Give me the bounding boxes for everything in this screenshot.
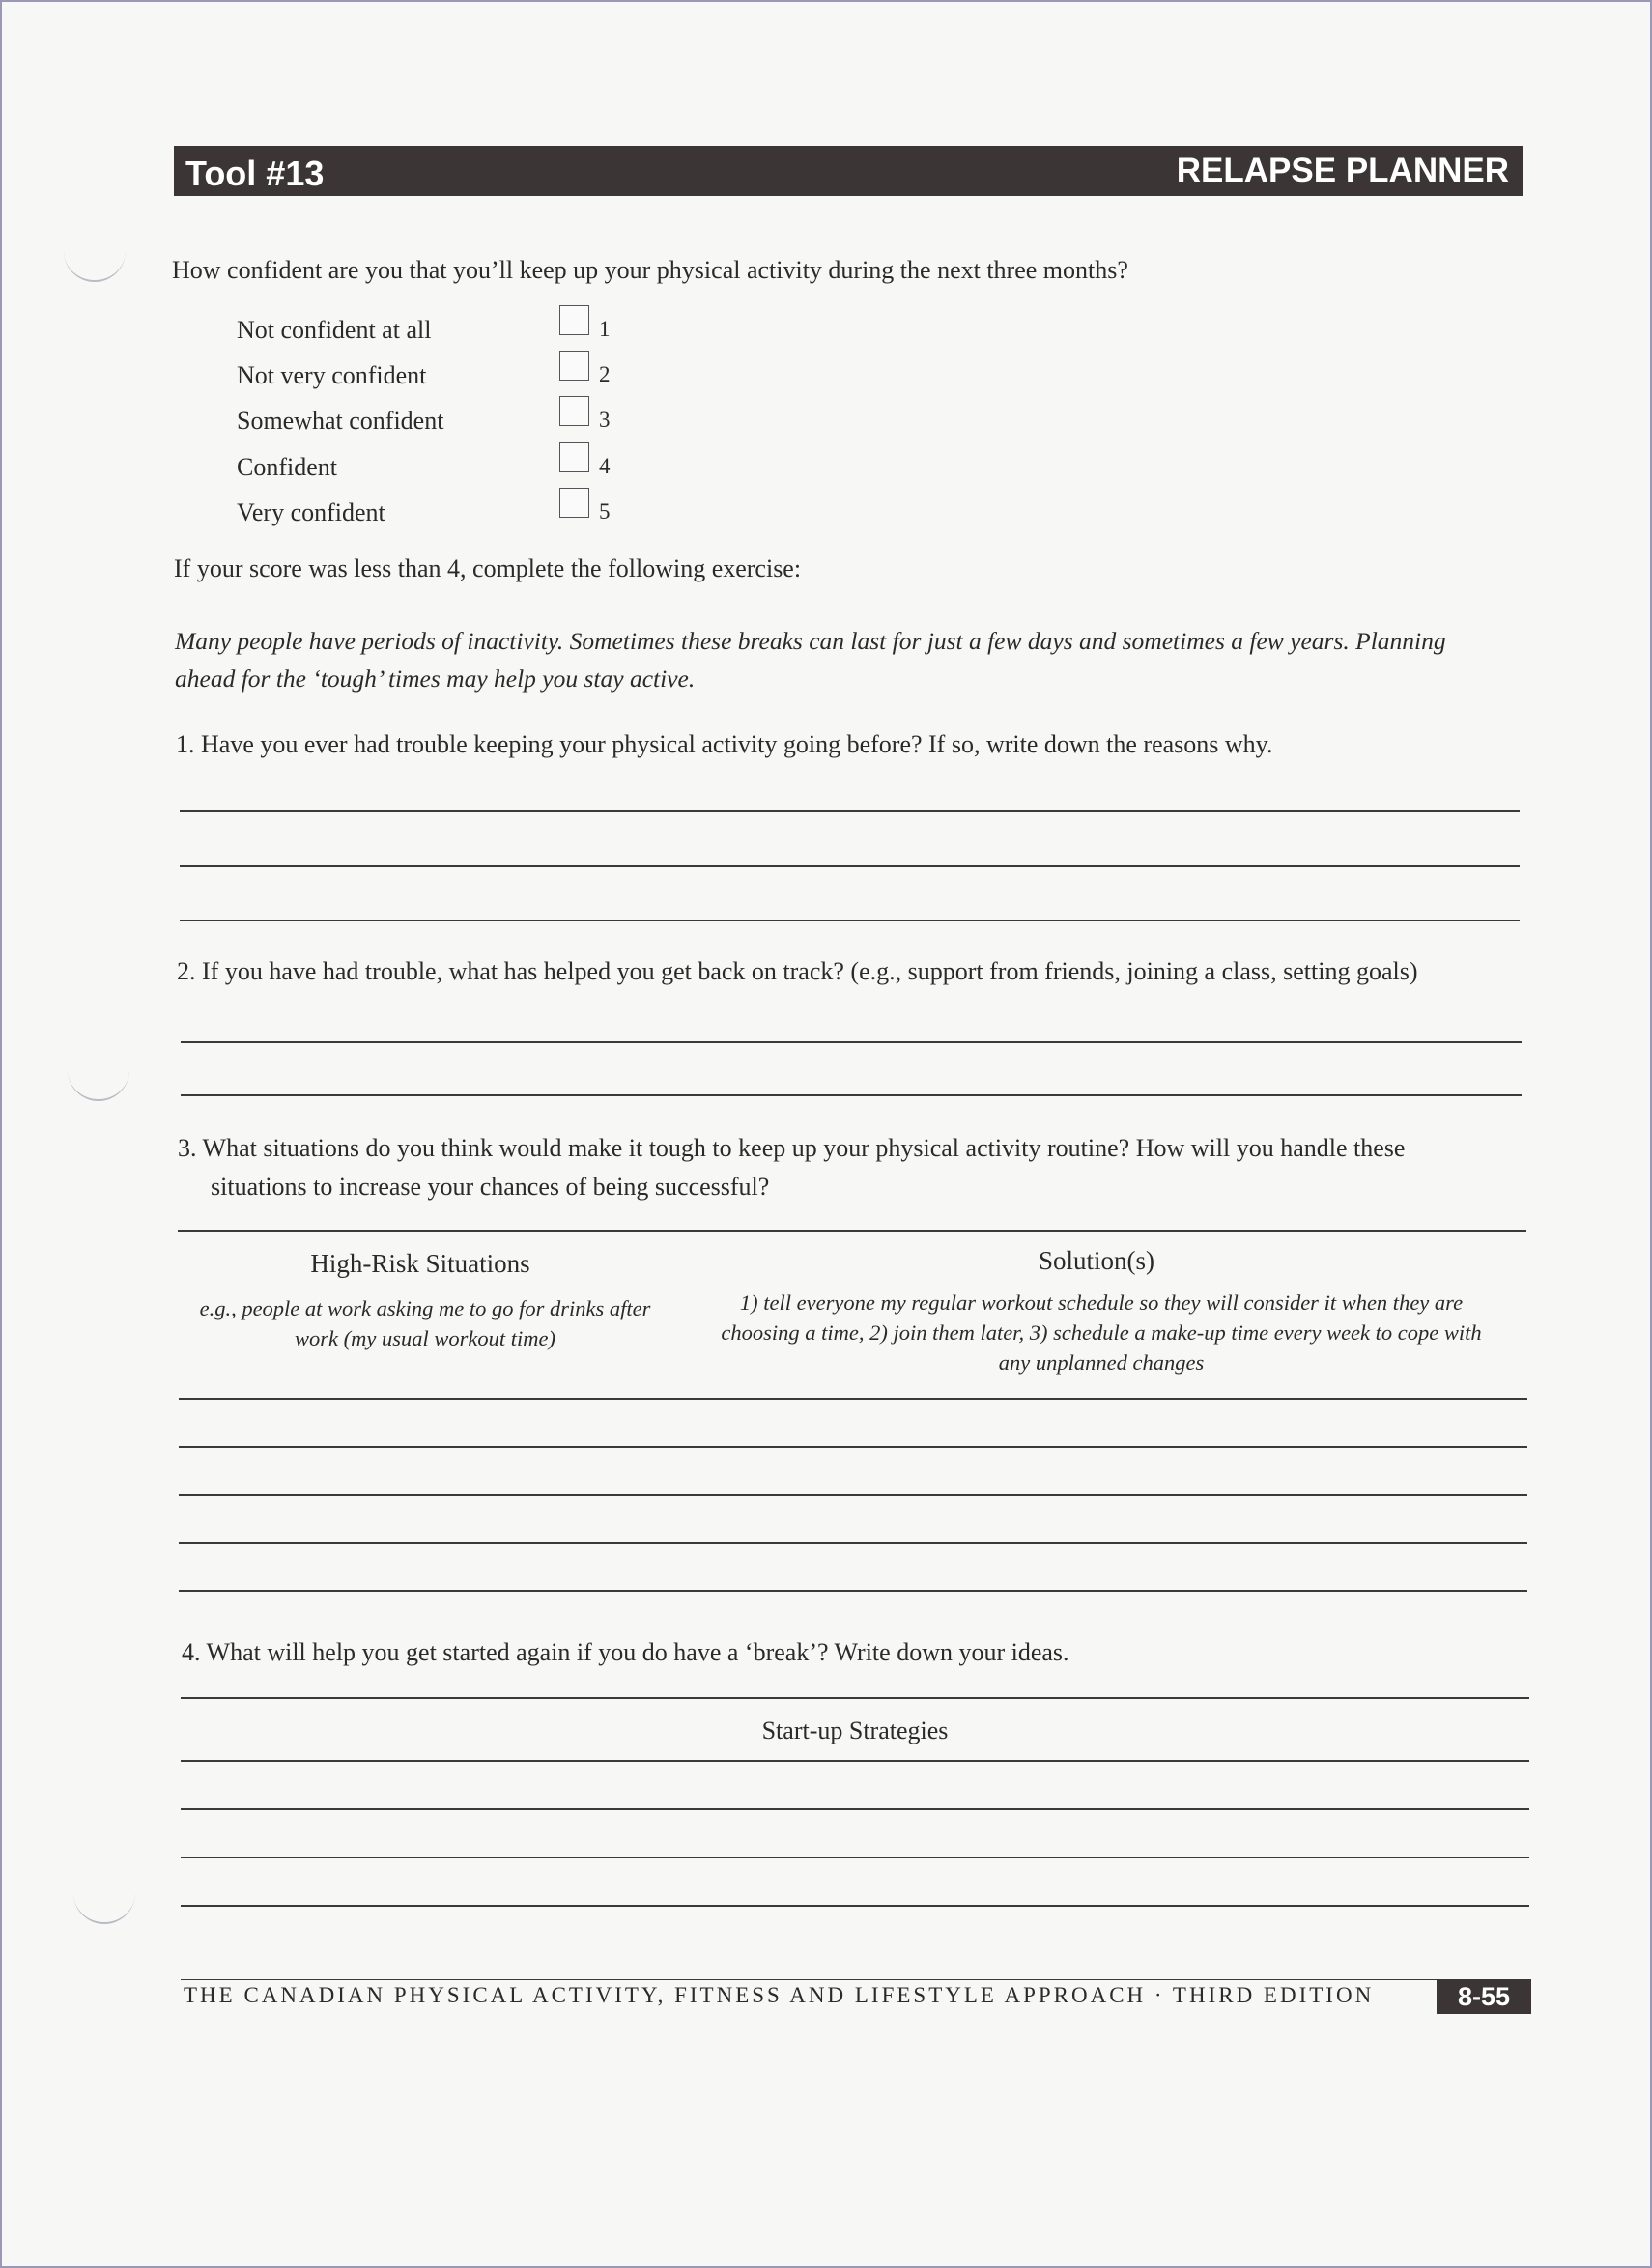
footer-text: THE CANADIAN PHYSICAL ACTIVITY, FITNESS AND LIFESTYLE APPROACH · THIRD EDITION (184, 1983, 1375, 2007)
option-number-4: 4 (599, 454, 611, 478)
table-line-2[interactable] (179, 1446, 1527, 1448)
checkbox-1[interactable] (559, 305, 589, 335)
answer-line-q2-2[interactable] (181, 1094, 1522, 1096)
option-label-1: Not confident at all (237, 316, 432, 344)
question-1: 1. Have you ever had trouble keeping your physical activity going before? If so, write down the reasons why. (176, 730, 1273, 758)
header-bar (174, 146, 1523, 196)
option-label-4: Confident (237, 453, 337, 481)
confidence-question: How confident are you that you’ll keep up your physical activity during the next three months? (172, 256, 1128, 284)
answer-line-q1-2[interactable] (180, 865, 1520, 867)
table-line-3[interactable] (179, 1494, 1527, 1496)
option-label-2: Not very confident (237, 361, 427, 389)
startup-strategies-header: Start-up Strategies (761, 1716, 949, 1744)
solutions-example: 1) tell everyone my regular workout schedule so they will consider it when they are choosing a time, 2) join them later, 3) schedule a make-up time every week to cope with any unplanned changes (721, 1290, 1482, 1375)
solutions-header: Solution(s) (1038, 1246, 1154, 1275)
footer-rule (181, 1979, 1437, 1980)
strategy-line-3[interactable] (181, 1857, 1529, 1858)
intro-line-2: ahead for the ‘tough’ times may help you stay active. (175, 665, 696, 693)
table-line-1[interactable] (179, 1398, 1527, 1400)
option-number-3: 3 (599, 408, 611, 432)
page-title: RELAPSE PLANNER (1176, 152, 1509, 189)
answer-line-q1-3[interactable] (180, 920, 1520, 921)
high-risk-example: e.g., people at work asking me to go for drinks after work (my usual workout time) (199, 1296, 651, 1350)
option-number-5: 5 (599, 499, 611, 524)
intro-line-1: Many people have periods of inactivity. Sometimes these breaks can last for just a few days and sometimes a few years. Planning (175, 627, 1446, 655)
page-number: 8-55 (1437, 1979, 1531, 2014)
question-4: 4. What will help you get started again if you do have a ‘break’? Write down your ideas. (182, 1638, 1069, 1666)
answer-line-q2-1[interactable] (181, 1041, 1522, 1043)
score-instruction: If your score was less than 4, complete the following exercise: (174, 554, 802, 582)
question-3-line-1: 3. What situations do you think would make it tough to keep up your physical activity routine? How will you handle these (178, 1134, 1406, 1162)
strategy-line-1[interactable] (181, 1760, 1529, 1762)
answer-line-q1-1[interactable] (180, 810, 1520, 812)
option-number-1: 1 (599, 317, 611, 341)
checkbox-2[interactable] (559, 351, 589, 381)
option-label-3: Somewhat confident (237, 407, 444, 435)
checkbox-4[interactable] (559, 442, 589, 472)
question-2: 2. If you have had trouble, what has helped you get back on track? (e.g., support from friends, joining a class, setting goals) (177, 957, 1418, 985)
question-3-line-2: situations to increase your chances of being successful? (211, 1173, 770, 1201)
checkbox-3[interactable] (559, 396, 589, 426)
table-line-4[interactable] (179, 1542, 1527, 1544)
option-number-2: 2 (599, 362, 611, 386)
checkbox-5[interactable] (559, 488, 589, 518)
strategy-line-4[interactable] (181, 1905, 1529, 1907)
option-label-5: Very confident (237, 498, 385, 526)
strategy-line-2[interactable] (181, 1808, 1529, 1810)
high-risk-header: High-Risk Situations (310, 1249, 530, 1278)
strategies-top-rule (181, 1697, 1529, 1699)
tool-number: Tool #13 (185, 154, 325, 193)
table-top-rule (178, 1230, 1526, 1232)
table-line-5[interactable] (179, 1590, 1527, 1592)
